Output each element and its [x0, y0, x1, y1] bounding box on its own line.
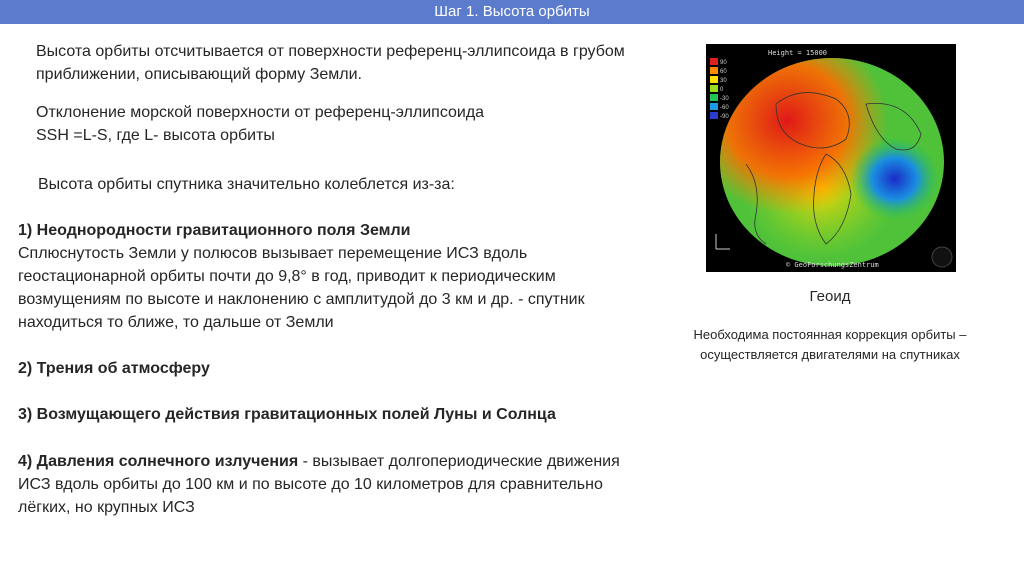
- legend-label: 0: [720, 87, 724, 93]
- cause-2: 2) Трения об атмосферу: [18, 360, 210, 377]
- legend-swatch: [710, 103, 718, 110]
- legend-label: 30: [720, 78, 727, 84]
- ssh-line-2: SSH =L-S, где L- высота орбиты: [36, 127, 275, 144]
- legend-swatch: [710, 112, 718, 119]
- cause-4: [18, 450, 638, 519]
- logo-icon: [932, 247, 952, 267]
- legend-label: 90: [720, 60, 727, 66]
- legend-label: -60: [720, 105, 729, 111]
- fluctuates-text: Высота орбиты спутника значительно колеблется из-за:: [38, 176, 455, 193]
- geoid-caption: Геоид: [809, 288, 851, 305]
- axis-glyph-icon: [716, 234, 730, 249]
- legend-swatch: [710, 76, 718, 83]
- color-legend: [710, 58, 729, 120]
- legend-label: -90: [720, 114, 729, 120]
- legend-label: 60: [720, 69, 727, 75]
- cause-4-title: 4) Давления солнечного излучения: [18, 453, 299, 470]
- image-footer: © GeoForschungsZentrum: [786, 261, 879, 269]
- ssh-line-1: Отклонение морской поверхности от референц-эллипсоида: [36, 104, 485, 121]
- cause-1-text: Сплюснутость Земли у полюсов вызывает перемещение ИСЗ вдоль геостационарной орбиты почти до 9,8° в год, приводит к периодическим возмущениям по высоте и наклонению с амплитудой до 3 км и др. - спутник находиться то ближе, то дальше от Земли: [18, 245, 585, 331]
- geoid-image: [706, 44, 956, 272]
- correction-note: Необходима постоянная коррекция орбиты – осуществляется двигателями на спутниках: [693, 327, 967, 362]
- geoid-illustration: [706, 44, 956, 272]
- slide-title: Шаг 1. Высота орбиты: [434, 3, 590, 20]
- legend-label: -30: [720, 96, 729, 102]
- legend-swatch: [710, 94, 718, 101]
- legend-swatch: [710, 58, 718, 65]
- intro-text: Высота орбиты отсчитывается от поверхности референц-эллипсоида в грубом приближении, описывающий форму Земли.: [36, 43, 625, 83]
- image-header: Height = 15000: [768, 49, 828, 57]
- cause-4-text: - вызывает долгопериодические движения ИСЗ вдоль орбиты до 100 км и по высоте до 10 километров для сравнительно лёгких, но крупных ИСЗ: [18, 453, 620, 516]
- cause-3: 3) Возмущающего действия гравитационных полей Луны и Солнца: [18, 406, 556, 423]
- legend-swatch: [710, 85, 718, 92]
- cause-1-title: 1) Неоднородности гравитационного поля Земли: [18, 222, 411, 239]
- slide-title-bar: [0, 0, 1024, 24]
- legend-swatch: [710, 67, 718, 74]
